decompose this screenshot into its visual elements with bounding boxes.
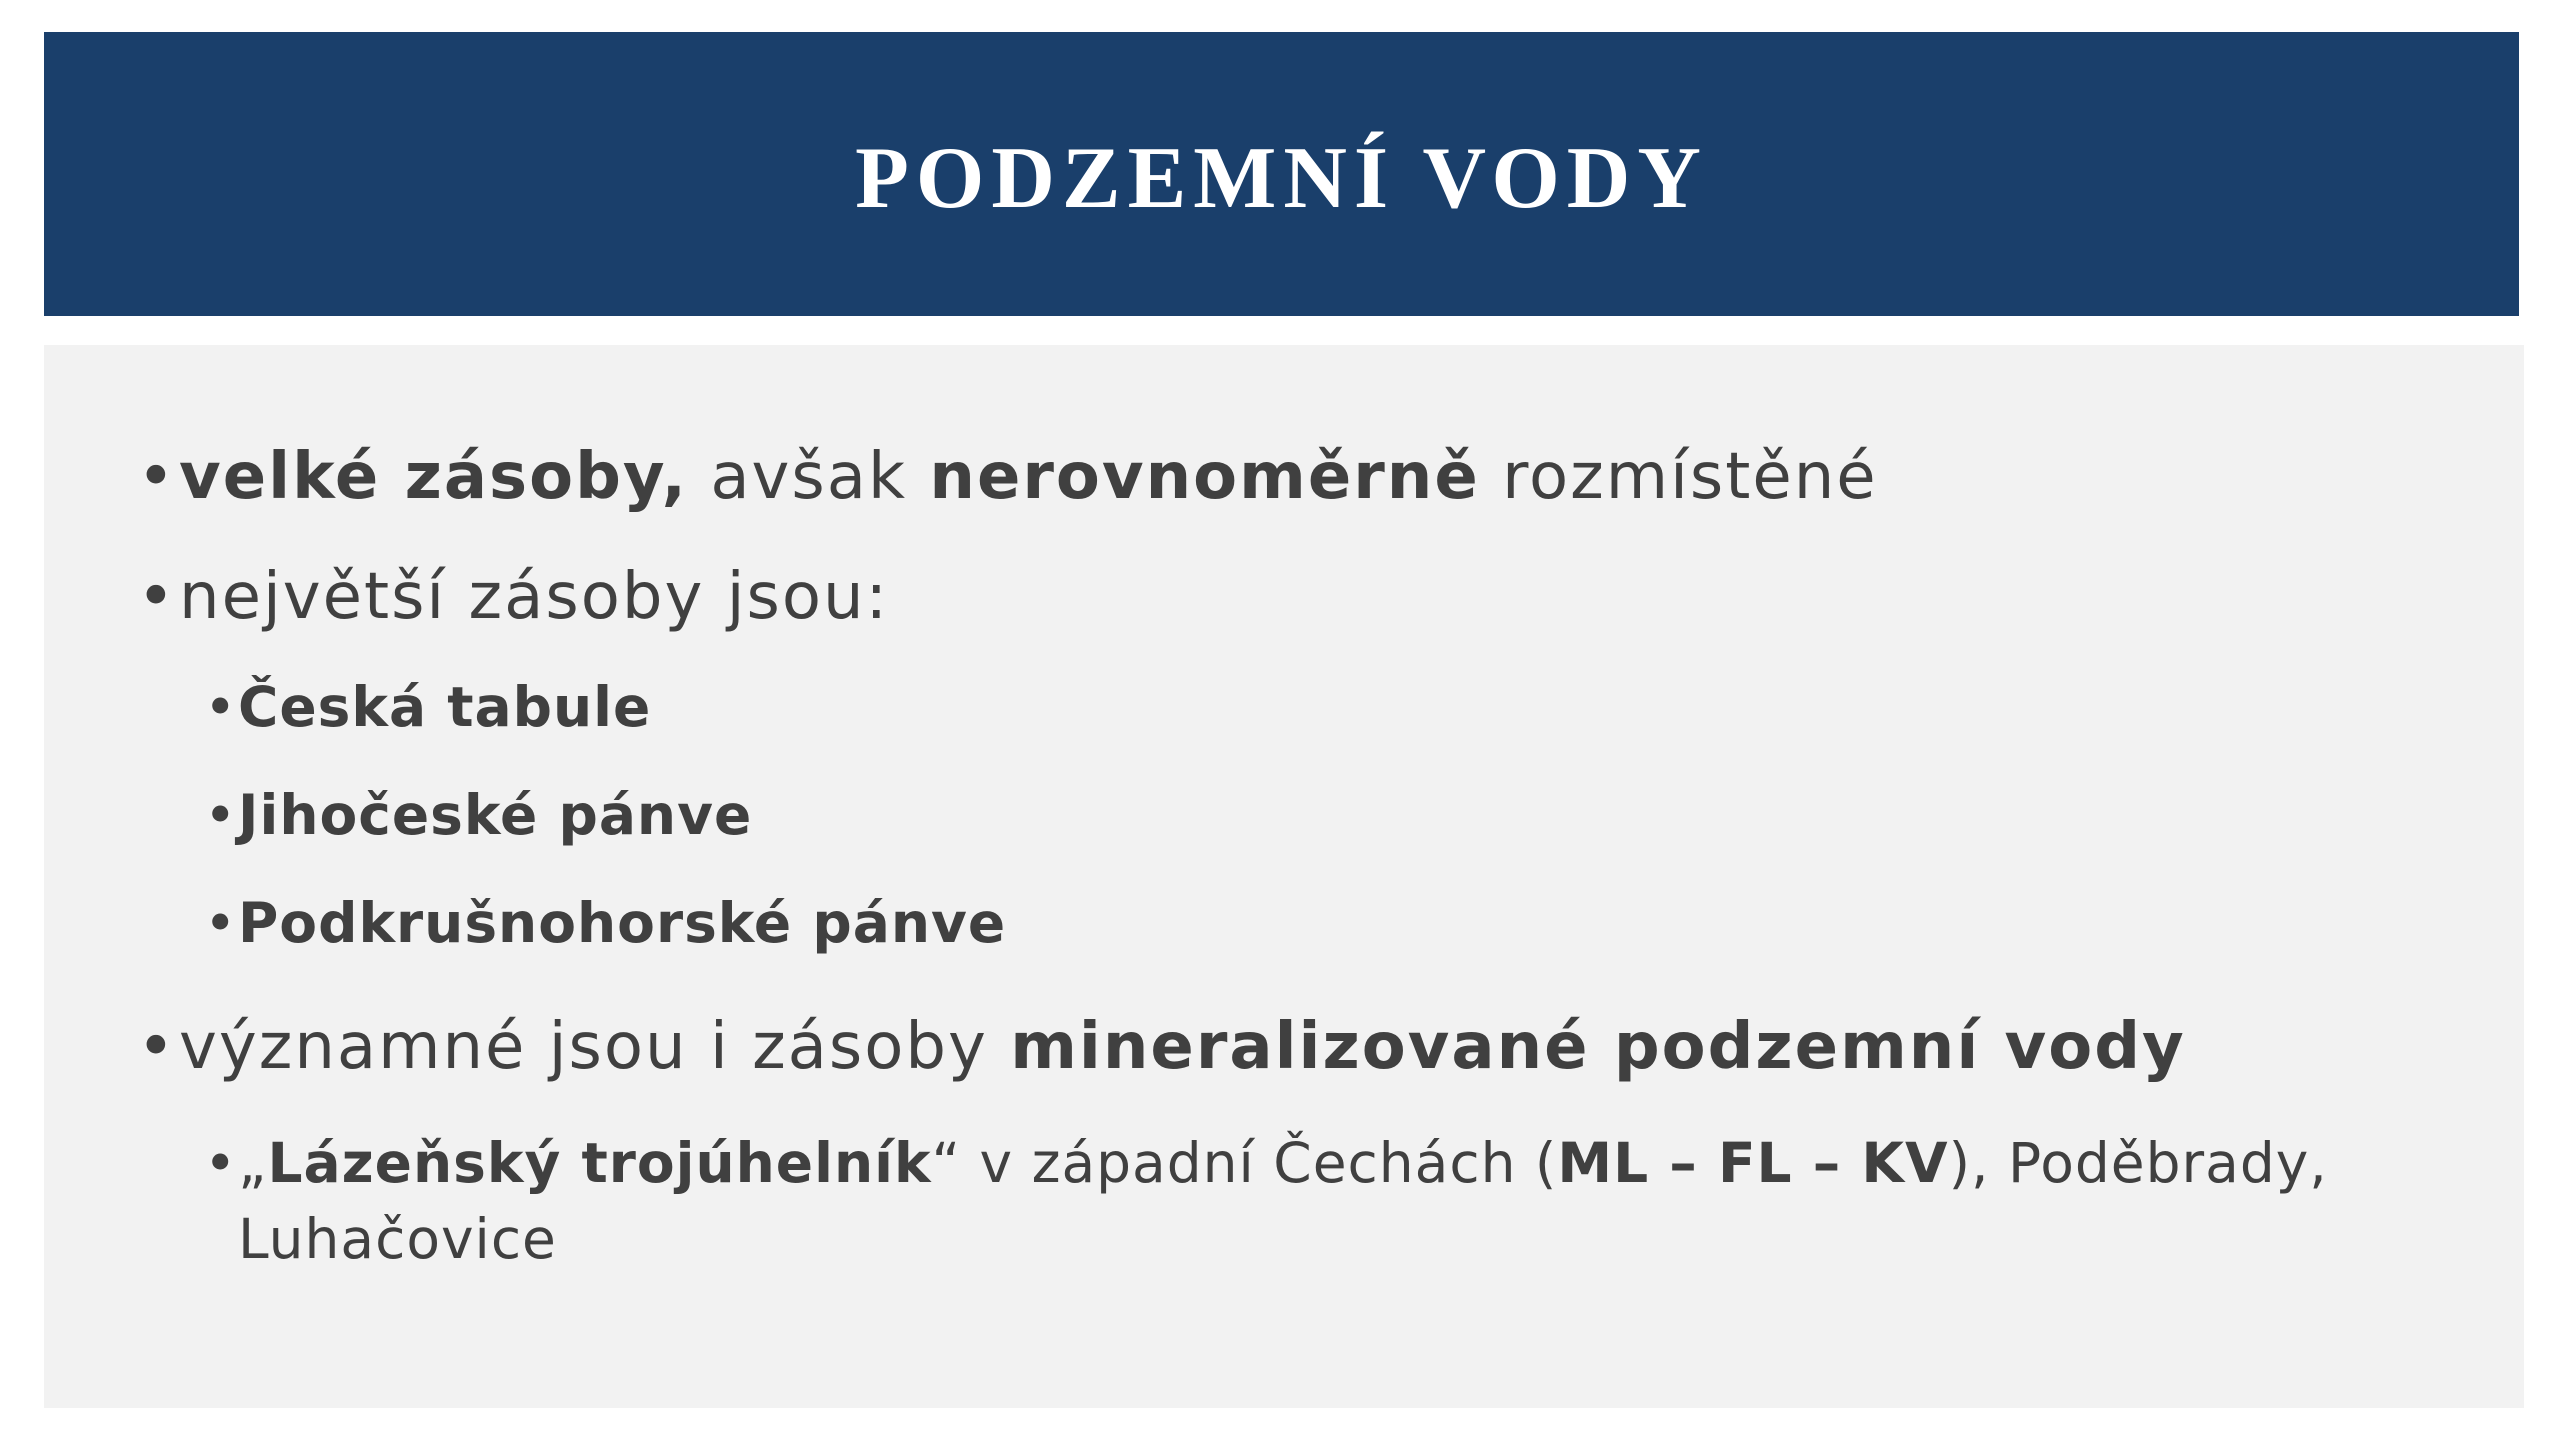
bullet-text-bold: nerovnoměrně — [929, 440, 1480, 514]
bullet-text-bold: mineralizované podzemní vody — [1010, 1010, 2186, 1084]
sub-bullet-text: “ v západní Čechách ( — [931, 1131, 1558, 1195]
sub-bullet-text: Česká tabule — [238, 675, 652, 739]
bullet-item: •významné jsou i zásoby mineralizované podzemní vody — [137, 1010, 2186, 1084]
sub-bullet-text: Jihočeské pánve — [238, 783, 753, 847]
sub-bullet-text: ), Poděbrady, Luhačovice — [238, 1131, 2328, 1271]
sub-bullet-item: •Podkrušnohorské pánve — [204, 891, 1007, 955]
bullet-item: •největší zásoby jsou: — [137, 560, 890, 634]
sub-bullet-text: „ — [238, 1131, 268, 1195]
bullet-text: rozmístěné — [1479, 440, 1878, 514]
content-area — [44, 345, 2524, 1408]
slide-title: PODZEMNÍ VODY — [855, 129, 1708, 227]
bullet-text: největší zásoby jsou: — [179, 560, 890, 634]
sub-bullet-text: Podkrušnohorské pánve — [238, 891, 1007, 955]
sub-bullet-text-bold: Lázeňský trojúhelník — [267, 1131, 932, 1195]
bullet-item: •velké zásoby, avšak nerovnoměrně rozmístěné — [137, 440, 1878, 514]
bullet-text-bold: velké zásoby, — [179, 440, 688, 514]
sub-bullet-text-bold: ML – FL – KV — [1557, 1131, 1949, 1195]
bullet-text: významné jsou i zásoby — [179, 1010, 1011, 1084]
title-bar — [44, 32, 2519, 316]
sub-bullet-item: •Jihočeské pánve — [204, 783, 753, 847]
bullet-text: avšak — [687, 440, 930, 514]
sub-bullet-item: • „Lázeňský trojúhelník“ v západní Čechách (ML – FL – KV), Poděbrady, Luhačovice — [204, 1131, 2328, 1271]
sub-bullet-item: •Česká tabule — [204, 675, 652, 739]
